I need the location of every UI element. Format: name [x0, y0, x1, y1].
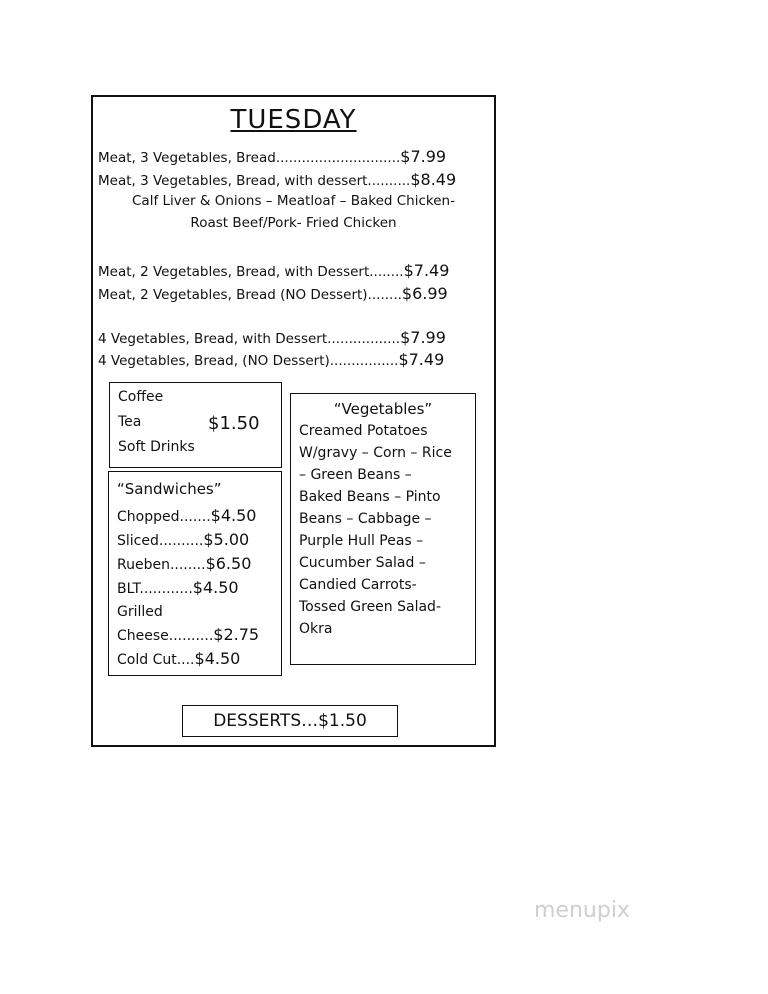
- vegetables-line: Candied Carrots-: [299, 577, 417, 593]
- sandwich-row: Chopped.......$4.50: [117, 506, 257, 525]
- drinks-price: $1.50: [208, 413, 260, 434]
- vegetables-line: Creamed Potatoes: [299, 423, 428, 439]
- sandwich-row: Sliced..........$5.00: [117, 530, 250, 549]
- price-line: Meat, 2 Vegetables, Bread, with Dessert........$7.49: [98, 261, 450, 280]
- price-line: Meat, 2 Vegetables, Bread (NO Dessert)........$6.99: [98, 284, 448, 303]
- menu-page: [91, 95, 496, 747]
- vegetables-line: Beans – Cabbage –: [299, 511, 432, 527]
- vegetables-line: W/gravy – Corn – Rice: [299, 445, 452, 461]
- sandwich-row: Grilled: [117, 604, 163, 620]
- drink-item: Coffee: [118, 389, 164, 405]
- meat-choices-line: Roast Beef/Pork- Fried Chicken: [190, 215, 397, 231]
- vegetables-box: [290, 393, 476, 665]
- vegetables-line: Baked Beans – Pinto: [299, 489, 441, 505]
- watermark-logo: menupix: [534, 898, 630, 923]
- vegetables-line: Purple Hull Peas –: [299, 533, 424, 549]
- price-line: Meat, 3 Vegetables, Bread.............................$7.99: [98, 147, 447, 166]
- vegetables-line: – Green Beans –: [299, 467, 412, 483]
- price-line: 4 Vegetables, Bread, (NO Dessert)................$7.49: [98, 350, 445, 369]
- sandwich-row: Rueben........$6.50: [117, 554, 252, 573]
- meat-choices-line: Calf Liver & Onions – Meatloaf – Baked Chicken-: [132, 193, 455, 209]
- price-line: Meat, 3 Vegetables, Bread, with dessert..........$8.49: [98, 170, 457, 189]
- sandwich-row: Cheese..........$2.75: [117, 625, 260, 644]
- sandwiches-box: [108, 471, 282, 676]
- drinks-box: [109, 382, 282, 468]
- desserts-price: DESSERTS…$1.50: [213, 711, 367, 731]
- price-line: 4 Vegetables, Bread, with Dessert.................$7.99: [98, 328, 446, 347]
- vegetables-line: Cucumber Salad –: [299, 555, 426, 571]
- desserts-box: [182, 705, 398, 737]
- sandwich-row: Cold Cut....$4.50: [117, 649, 241, 668]
- vegetables-line: Tossed Green Salad-: [299, 599, 441, 615]
- vegetables-line: Okra: [299, 621, 333, 637]
- drink-item: Tea: [118, 414, 142, 430]
- sandwiches-heading: “Sandwiches”: [117, 480, 222, 498]
- menu-title: TUESDAY: [230, 105, 357, 135]
- drink-item: Soft Drinks: [118, 439, 195, 455]
- sandwich-row: BLT............$4.50: [117, 578, 239, 597]
- vegetables-heading: “Vegetables”: [333, 400, 433, 418]
